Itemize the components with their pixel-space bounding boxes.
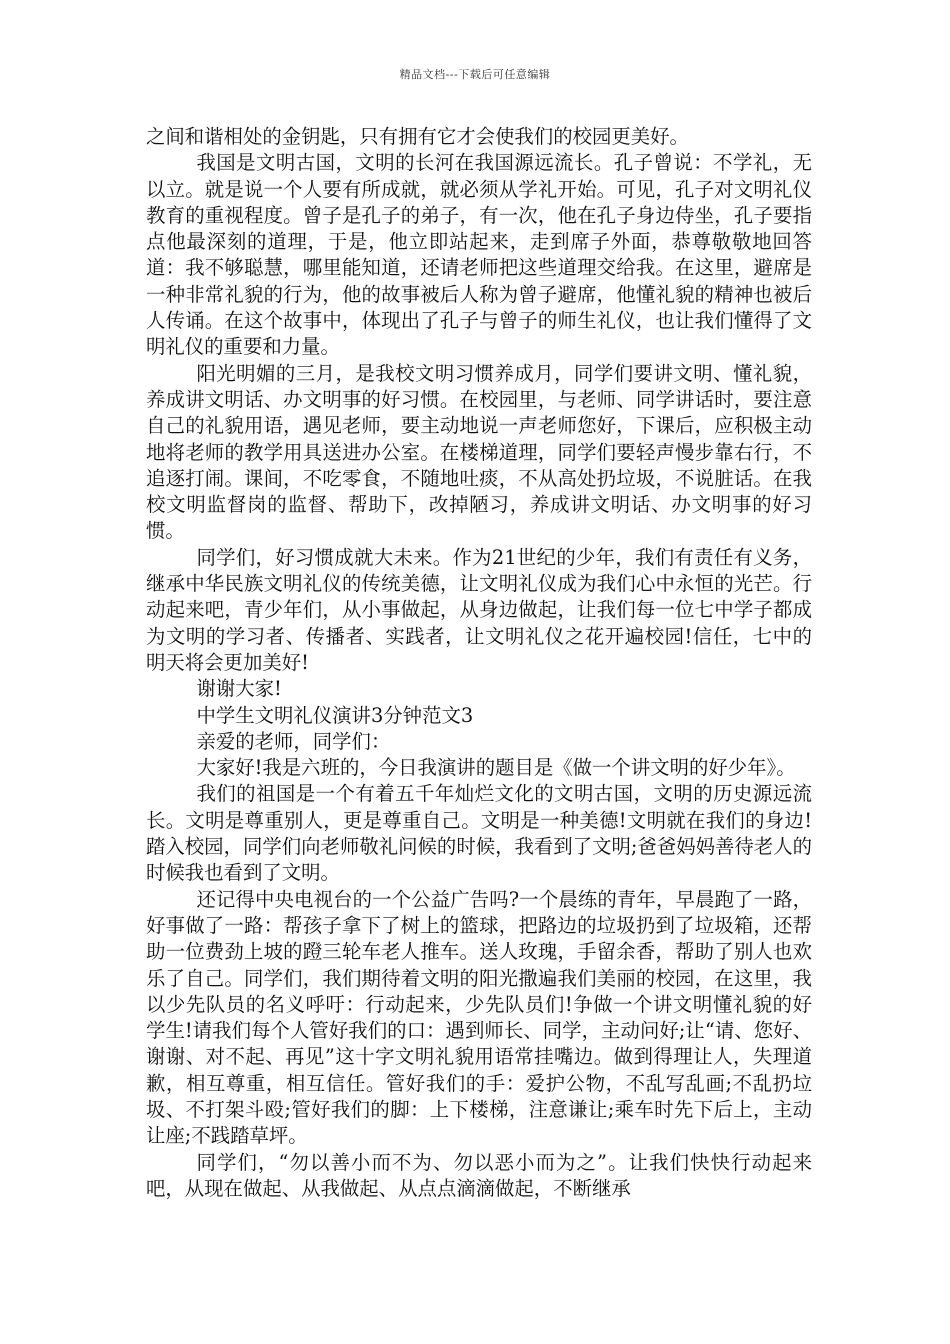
page-header: 精品文档---下载后可任意编辑 xyxy=(399,68,551,81)
paragraph: 我国是文明古国，文明的长河在我国源远流长。孔子曾说：不学礼，无以立。就是说一个人要有所成就，就必须从学礼开始。可见，孔子对文明礼仪教育的重视程度。曾子是孔子的弟子，有一次，他在孔子身边侍坐，孔子要指点他最深刻的道理，于是，他立即站起来，走到席子外面，恭尊敬敬地回答道：我不够聪慧，哪里能知道，还请老师把这些道理交给我。在这里，避席是一种非常礼貌的行为，他的故事被后人称为曾子避席，他懂礼貌的精神也被后人传诵。在这个故事中，体现出了孔子与曾子的师生礼仪，也让我们懂得了文明礼仪的重要和力量。 xyxy=(146,151,812,359)
salutation: 亲爱的老师，同学们： xyxy=(196,729,391,753)
paragraph: 大家好!我是六班的，今日我演讲的题目是《做一个讲文明的好少年》。 xyxy=(196,756,796,780)
paragraph: 阳光明媚的三月，是我校文明习惯养成月，同学们要讲文明、懂礼貌，养成讲文明话、办文明事的好习惯。在校园里，与老师、同学讲话时，要注意自己的礼貌用语，遇见老师，要主动地说一声老师您好，下课后，应积极主动地将老师的教学用具送进办公室。在楼梯道理，同学们要轻声慢步靠右行，不追逐打闹。课间，不吃零食，不随地吐痰，不从高处扔垃圾，不说脏话。在我校文明监督岗的监督、帮助下，改掉陋习，养成讲文明话、办文明事的好习惯。 xyxy=(146,361,812,543)
paragraph: 同学们，“勿以善小而不为、勿以恶小而为之”。让我们快快行动起来吧，从现在做起、从我做起、从点点滴滴做起，不断继承 xyxy=(146,1150,812,1200)
closing-line: 谢谢大家! xyxy=(196,677,282,701)
document-body xyxy=(146,124,812,1202)
paragraph: 之间和谐相处的金钥匙，只有拥有它才会使我们的校园更美好。 xyxy=(146,125,689,148)
paragraph: 我们的祖国是一个有着五千年灿烂文化的文明古国，文明的历史源远流长。文明是尊重别人，更是尊重自己。文明是一种美德!文明就在我们的身边!踏入校园，同学们向老师敬礼问候的时候，我看到了文明;爸爸妈妈善待老人的时候我也看到了文明。 xyxy=(146,782,812,885)
paragraph: 同学们，好习惯成就大未来。作为21世纪的少年，我们有责任有义务，继承中华民族文明礼仪的传统美德，让文明礼仪成为我们心中永恒的光芒。行动起来吧，青少年们，从小事做起，从身边做起，让我们每一位七中学子都成为文明的学习者、传播者、实践者，让文明礼仪之花开遍校园!信任，七中的明天将会更加美好! xyxy=(146,545,812,674)
section-title: 中学生文明礼仪演讲3分钟范文3 xyxy=(196,703,474,727)
paragraph: 还记得中央电视台的一个公益广告吗?一个晨练的青年，早晨跑了一路，好事做了一路：帮孩子拿下了树上的篮球，把路边的垃圾扔到了垃圾箱，还帮助一位费劲上坡的蹬三轮车老人推车。送人玫瑰，手留余香，帮助了别人也欢乐了自己。同学们，我们期待着文明的阳光撒遍我们美丽的校园，在这里，我以少先队员的名义呼吁：行动起来，少先队员们!争做一个讲文明懂礼貌的好学生!请我们每个人管好我们的口：遇到师长、同学，主动问好;让“请、您好、谢谢、对不起、再见”这十字文明礼貌用语常挂嘴边。做到得理让人，失理道歉，相互尊重，相互信任。管好我们的手：爱护公物，不乱写乱画;不乱扔垃圾、不打架斗殴;管好我们的脚：上下楼梯，注意谦让;乘车时先下后上，主动让座;不践踏草坪。 xyxy=(146,887,812,1148)
